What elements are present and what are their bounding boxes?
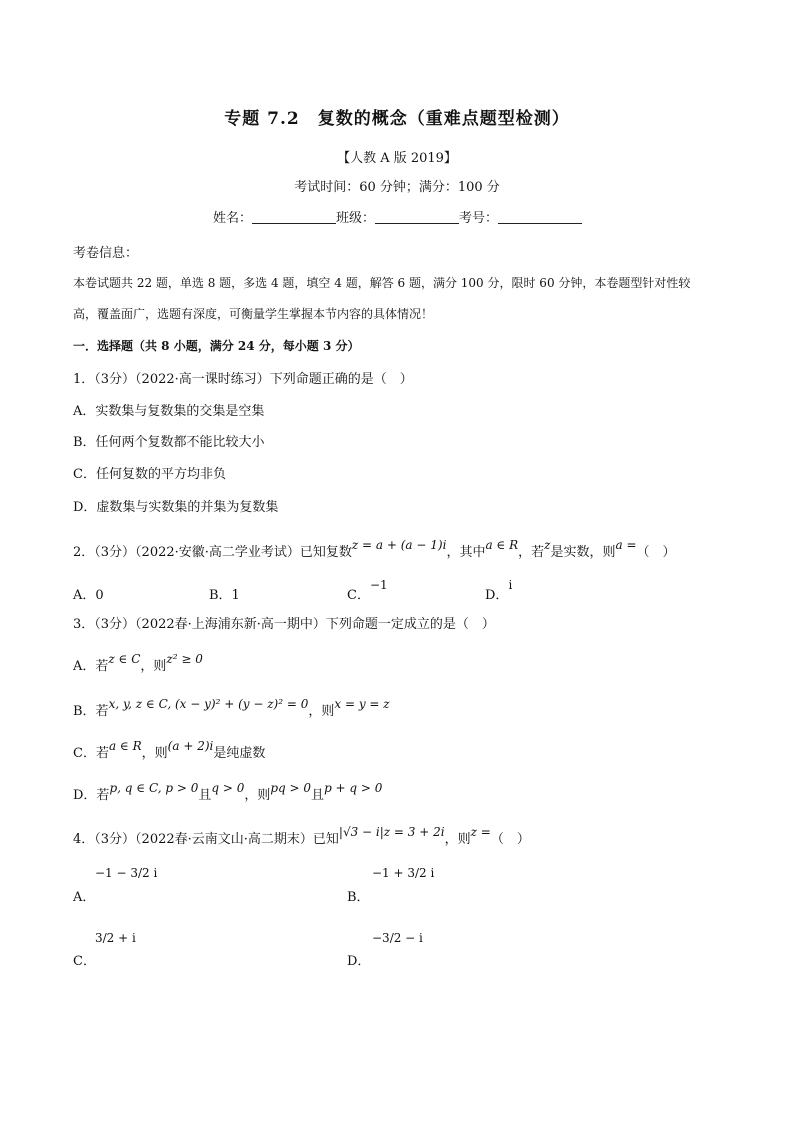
q2-condition: a ∈ R [485, 538, 519, 552]
q2-option-a[interactable]: A．0 [73, 588, 104, 603]
name-blank[interactable] [252, 210, 336, 224]
class-blank[interactable] [375, 210, 459, 224]
student-info-row [213, 207, 582, 226]
info-line-2: 高，覆盖面广，选题有深度，可衡量学生掌握本节内容的具体情况！ [73, 307, 434, 321]
exam-info: 考试时间：60 分钟；满分：100 分 [294, 180, 500, 195]
page-title: 专题 7.2 复数的概念（重难点题型检测） [224, 109, 570, 129]
q3-option-c[interactable]: C．若a ∈ R，则(a + 2)i是纯虚数 [73, 739, 266, 761]
q4-option-a-label[interactable]: A． [73, 890, 96, 905]
section-heading: 一．选择题（共 8 小题，满分 24 分，每小题 3 分） [73, 339, 360, 353]
q2-equation: z = a + (a − 1)i [351, 538, 447, 552]
info-line-1: 本卷试题共 22 题，单选 8 题，多选 4 题，填空 4 题，解答 6 题，满分 100 分，限时 60 分钟，本卷题型针对性较 [73, 276, 691, 290]
q4-option-d-label[interactable]: D． [347, 954, 371, 969]
q4-equation: |√3 − i|z = 3 + 2i [338, 825, 445, 839]
q3-option-b[interactable]: B．若x, y, z ∈ C, (x − y)² + (y − z)² = 0，则x = y = z [73, 697, 390, 719]
q1-option-d[interactable]: D．虚数集与实数集的并集为复数集 [73, 500, 279, 515]
q2-option-b[interactable]: B．1 [209, 588, 240, 603]
q4-option-d-math: −3/2 − i [372, 931, 423, 945]
q4-option-c-math: 3/2 + i [95, 931, 136, 945]
q3-option-d[interactable]: D．若p, q ∈ C, p > 0且q > 0，则pq > 0且p + q > 0 [73, 781, 383, 803]
q4-stem: 4．（3分）（2022春·云南文山·高二期末）已知|√3 − i|z = 3 + 2i，则z =（ ） [73, 825, 530, 847]
q3-stem: 3．（3分）（2022春·上海浦东新·高一期中）下列命题一定成立的是（ ） [73, 617, 495, 632]
q1-option-a[interactable]: A．实数集与复数集的交集是空集 [73, 404, 265, 419]
q2-option-d[interactable]: D．i [485, 578, 513, 603]
q1-option-b[interactable]: B．任何两个复数都不能比较大小 [73, 435, 265, 450]
name-label: 姓名： [213, 211, 253, 226]
edition-label: 【人教 A 版 2019】 [337, 151, 457, 166]
q4-option-b-math: −1 + 3/2 i [372, 866, 435, 880]
q4-option-b-label[interactable]: B． [347, 890, 370, 905]
q2-stem: 2．（3分）（2022·安徽·高二学业考试）已知复数z = a + (a − 1)i，其中a ∈ R，若z是实数，则a =（ ） [73, 538, 676, 560]
q3-option-a[interactable]: A．若z ∈ C，则z² ≥ 0 [73, 652, 203, 674]
q1-stem: 1．（3分）（2022·高一课时练习）下列命题正确的是（ ） [73, 372, 413, 387]
q2-option-c[interactable]: C．−1 [347, 578, 388, 603]
number-blank[interactable] [498, 210, 582, 224]
q4-option-c-label[interactable]: C． [73, 954, 96, 969]
info-heading: 考卷信息： [73, 246, 139, 261]
q4-option-a-math: −1 − 3/2 i [95, 866, 158, 880]
class-label: 班级： [336, 211, 376, 226]
number-label: 考号： [459, 211, 499, 226]
q1-option-c[interactable]: C．任何复数的平方均非负 [73, 467, 226, 482]
